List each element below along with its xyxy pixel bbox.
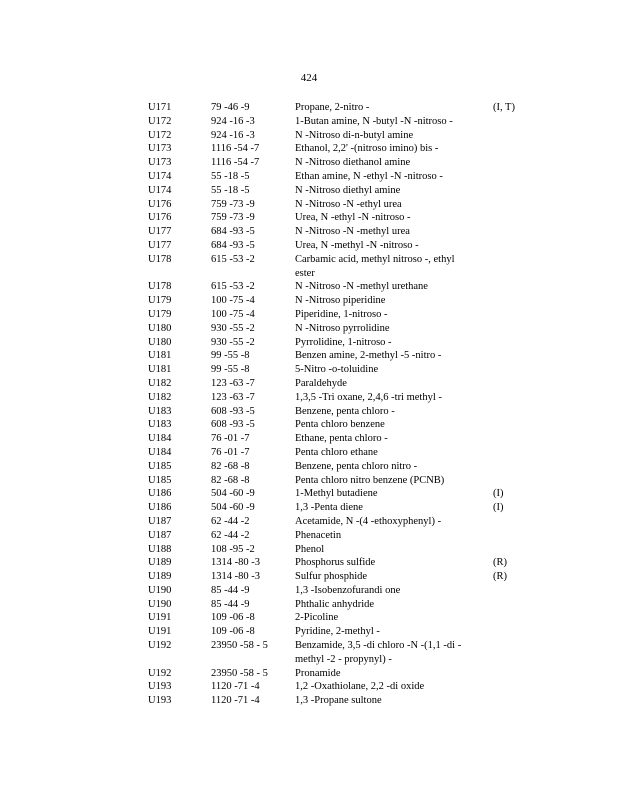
chemical-name: Propane, 2-nitro - (295, 102, 370, 113)
waste-code: U193 (148, 695, 172, 707)
table-row (148, 680, 528, 694)
chemical-name: Carbamic acid, methyl nitroso -, ethyl ester (295, 253, 455, 279)
table-row (148, 322, 528, 336)
chemical-name: Pyrrolidine, 1-nitroso - (295, 336, 392, 348)
cas-number: 82 -68 -8 (211, 460, 250, 472)
chemical-name: Urea, N -ethyl -N -nitroso - (295, 212, 411, 224)
chemical-name: Penta chloro nitro benzene (PCNB) (295, 474, 445, 486)
waste-code: U172 (148, 115, 172, 127)
waste-code: U187 (148, 529, 172, 541)
cas-number: 924 -16 -3 (211, 129, 255, 141)
hazard-code: (R) (493, 557, 507, 569)
table-row (148, 336, 528, 350)
waste-code: U182 (148, 377, 172, 389)
cas-number: 615 -53 -2 (211, 281, 255, 293)
table-row (148, 280, 528, 294)
cas-number: 1120 -71 -4 (211, 681, 260, 693)
chemical-name: Phthalic anhydride (295, 598, 375, 610)
cas-number: 55 -18 -5 (211, 170, 250, 182)
cas-number: 62 -44 -2 (211, 515, 250, 527)
waste-code: U191 (148, 626, 172, 638)
cas-number: 608 -93 -5 (211, 405, 255, 417)
table-row (148, 639, 528, 667)
chemical-name: Urea, N -methyl -N -nitroso - (295, 239, 419, 251)
waste-code: U189 (148, 571, 172, 583)
table-row (148, 667, 528, 681)
table-row (148, 377, 528, 391)
waste-code: U177 (148, 226, 172, 238)
cas-number: 109 -06 -8 (211, 626, 255, 638)
waste-code-table (148, 101, 528, 708)
chemical-name: N -Nitroso -N -ethyl urea (295, 198, 402, 210)
chemical-name: 2-Picoline (295, 612, 339, 624)
table-row (148, 349, 528, 363)
waste-code: U179 (148, 308, 172, 320)
table-row (148, 198, 528, 212)
waste-code: U184 (148, 446, 172, 458)
cas-number: 23950 -58 - 5 (211, 667, 268, 679)
waste-code: U171 (148, 102, 172, 113)
hazard-code: (I) (493, 502, 504, 514)
chemical-name: 1-Methyl butadiene (295, 488, 378, 500)
chemical-name: Phenol (295, 543, 325, 555)
waste-code: U180 (148, 322, 172, 334)
table-row (148, 294, 528, 308)
cas-number: 1314 -80 -3 (211, 571, 260, 583)
table-row (148, 115, 528, 129)
cas-number: 1120 -71 -4 (211, 695, 260, 707)
cas-number: 615 -53 -2 (211, 253, 255, 265)
waste-code: U177 (148, 239, 172, 251)
waste-code: U172 (148, 129, 172, 141)
waste-code: U193 (148, 681, 172, 693)
waste-code: U174 (148, 184, 172, 196)
waste-code: U183 (148, 419, 172, 431)
chemical-name: Benzene, penta chloro - (295, 405, 395, 417)
table-row (148, 487, 528, 501)
chemical-name: N -Nitroso diethyl amine (295, 184, 401, 196)
waste-code: U192 (148, 667, 172, 679)
table-row (148, 694, 528, 708)
table-row (148, 418, 528, 432)
chemical-name: N -Nitroso piperidine (295, 295, 386, 307)
table-row (148, 391, 528, 405)
chemical-name: Sulfur phosphide (295, 571, 368, 583)
cas-number: 99 -55 -8 (211, 350, 250, 362)
cas-number: 85 -44 -9 (211, 584, 250, 596)
waste-code: U182 (148, 391, 172, 403)
cas-number: 100 -75 -4 (211, 295, 255, 307)
cas-number: 504 -60 -9 (211, 502, 255, 514)
waste-code: U192 (148, 640, 172, 652)
cas-number: 759 -73 -9 (211, 212, 255, 224)
page-number: 424 (300, 72, 318, 84)
waste-code: U185 (148, 474, 172, 486)
cas-number: 109 -06 -8 (211, 612, 255, 624)
cas-number: 608 -93 -5 (211, 419, 255, 431)
waste-code: U174 (148, 170, 172, 182)
table-row (148, 363, 528, 377)
table-row (148, 529, 528, 543)
table-row (148, 598, 528, 612)
waste-code: U176 (148, 212, 172, 224)
table-row (148, 184, 528, 198)
cas-number: 123 -63 -7 (211, 391, 255, 403)
table-row (148, 405, 528, 419)
hazard-code: (I, T) (493, 102, 515, 113)
waste-code: U181 (148, 364, 172, 376)
chemical-name: N -Nitroso di-n-butyl amine (295, 129, 414, 141)
chemical-name: N -Nitroso -N -methyl urea (295, 226, 410, 238)
cas-number: 684 -93 -5 (211, 239, 255, 251)
waste-code: U190 (148, 598, 172, 610)
hazard-code: (I) (493, 488, 504, 500)
cas-number: 684 -93 -5 (211, 226, 255, 238)
waste-code: U173 (148, 143, 172, 155)
cas-number: 79 -46 -9 (211, 102, 250, 113)
table-row (148, 253, 528, 281)
waste-code: U187 (148, 515, 172, 527)
table-row (148, 460, 528, 474)
cas-number: 99 -55 -8 (211, 364, 250, 376)
chemical-name: Acetamide, N -(4 -ethoxyphenyl) - (295, 515, 442, 527)
chemical-name: Pyridine, 2-methyl - (295, 626, 380, 638)
waste-code: U186 (148, 488, 172, 500)
table-row (148, 570, 528, 584)
table-row (148, 432, 528, 446)
waste-code: U183 (148, 405, 172, 417)
table-row (148, 584, 528, 598)
chemical-name: 1,3 -Penta diene (295, 502, 363, 514)
cas-number: 82 -68 -8 (211, 474, 250, 486)
table-row (148, 239, 528, 253)
table-row (148, 515, 528, 529)
waste-code: U179 (148, 295, 172, 307)
waste-code: U189 (148, 557, 172, 569)
chemical-name: 1,3 -Isobenzofurandi one (295, 584, 401, 596)
cas-number: 1116 -54 -7 (211, 157, 260, 169)
chemical-name: Penta chloro benzene (295, 419, 385, 431)
chemical-name: 1,3 -Propane sultone (295, 695, 382, 707)
cas-number: 23950 -58 - 5 (211, 640, 268, 652)
waste-code: U186 (148, 502, 172, 514)
cas-number: 504 -60 -9 (211, 488, 255, 500)
chemical-name: 1-Butan amine, N -butyl -N -nitroso - (295, 115, 453, 127)
table-row (148, 446, 528, 460)
table-row (148, 211, 528, 225)
chemical-name: Phosphorus sulfide (295, 557, 376, 569)
chemical-name: Ethan amine, N -ethyl -N -nitroso - (295, 170, 443, 182)
cas-number: 930 -55 -2 (211, 336, 255, 348)
chemical-name: 5-Nitro -o-toluidine (295, 364, 379, 376)
cas-number: 55 -18 -5 (211, 184, 250, 196)
waste-code: U185 (148, 460, 172, 472)
waste-code: U180 (148, 336, 172, 348)
waste-code: U190 (148, 584, 172, 596)
waste-code: U191 (148, 612, 172, 624)
chemical-name: Ethanol, 2,2' -(nitroso imino) bis - (295, 143, 439, 155)
chemical-name: N -Nitroso diethanol amine (295, 157, 411, 169)
waste-code: U184 (148, 433, 172, 445)
table-row (148, 543, 528, 557)
cas-number: 76 -01 -7 (211, 433, 250, 445)
cas-number: 123 -63 -7 (211, 377, 255, 389)
table-row (148, 556, 528, 570)
chemical-name: Benzene, penta chloro nitro - (295, 460, 418, 472)
chemical-name: Pronamide (295, 667, 341, 679)
table-row (148, 170, 528, 184)
table-row (148, 501, 528, 515)
table-row (148, 611, 528, 625)
chemical-name: Benzen amine, 2-methyl -5 -nitro - (295, 350, 442, 362)
waste-code: U181 (148, 350, 172, 362)
chemical-name: Benzamide, 3,5 -di chloro -N -(1,1 -di - methyl -2 - propynyl) - (295, 640, 462, 665)
table-row (148, 225, 528, 239)
waste-code: U176 (148, 198, 172, 210)
chemical-name: Ethane, penta chloro - (295, 433, 388, 445)
cas-number: 100 -75 -4 (211, 308, 255, 320)
table-row (148, 101, 528, 115)
chemical-name: N -Nitroso pyrrolidine (295, 322, 390, 334)
cas-number: 62 -44 -2 (211, 529, 250, 541)
chemical-name: 1,3,5 -Tri oxane, 2,4,6 -tri methyl - (295, 391, 442, 403)
chemical-name: Paraldehyde (295, 377, 347, 389)
waste-code: U173 (148, 157, 172, 169)
table-row (148, 308, 528, 322)
chemical-name: Phenacetin (295, 529, 342, 541)
waste-code: U188 (148, 543, 172, 555)
table-row (148, 129, 528, 143)
chemical-name: 1,2 -Oxathiolane, 2,2 -di oxide (295, 681, 425, 693)
hazard-code: (R) (493, 571, 507, 583)
waste-code: U178 (148, 253, 172, 265)
cas-number: 1314 -80 -3 (211, 557, 260, 569)
cas-number: 85 -44 -9 (211, 598, 250, 610)
cas-number: 76 -01 -7 (211, 446, 250, 458)
cas-number: 930 -55 -2 (211, 322, 255, 334)
table-row (148, 142, 528, 156)
chemical-name: Piperidine, 1-nitroso - (295, 308, 388, 320)
chemical-name: N -Nitroso -N -methyl urethane (295, 281, 428, 293)
cas-number: 759 -73 -9 (211, 198, 255, 210)
table-row (148, 156, 528, 170)
cas-number: 1116 -54 -7 (211, 143, 260, 155)
cas-number: 924 -16 -3 (211, 115, 255, 127)
waste-code: U178 (148, 281, 172, 293)
cas-number: 108 -95 -2 (211, 543, 255, 555)
table-row (148, 474, 528, 488)
table-row (148, 625, 528, 639)
chemical-name: Penta chloro ethane (295, 446, 378, 458)
